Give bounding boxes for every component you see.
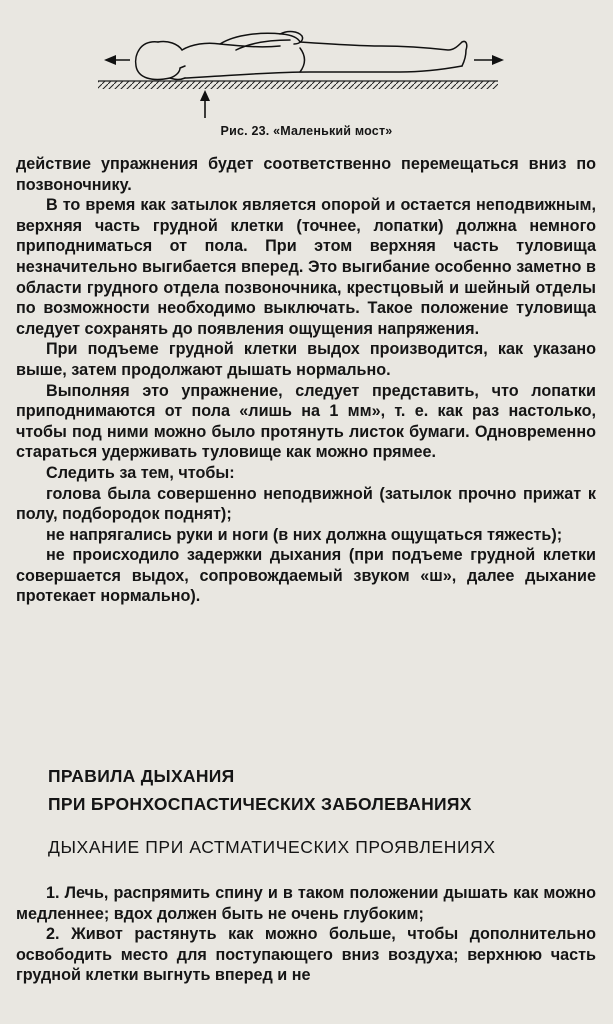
paragraph: действие упражнения будет соответственно перемещаться вниз по позвоночнику. [16, 155, 596, 194]
person-figure [136, 32, 467, 80]
paragraph: не напрягались руки и ноги (в них должна ощущаться тяжесть); [46, 525, 563, 544]
figure-caption: Рис. 23. «Маленький мост» [220, 124, 393, 138]
up-arrow-icon [200, 90, 210, 118]
body-text [16, 154, 596, 607]
list-item: 2. Живот растянуть как можно больше, чтобы дополнительно освободить место для поступающего вниз воздуха; верхнюю часть грудной клетки выгнуть вперед и не [16, 925, 596, 985]
floor-hatch [98, 81, 498, 89]
paragraph: голова была совершенно неподвижной (затылок прочно прижат к полу, подбородок поднят); [16, 484, 596, 524]
numbered-list [16, 883, 596, 986]
subheading: ДЫХАНИЕ ПРИ АСТМАТИЧЕСКИХ ПРОЯВЛЕНИЯХ [48, 837, 496, 857]
section-heading-line: ПРИ БРОНХОСПАСТИЧЕСКИХ ЗАБОЛЕВАНИЯХ [48, 794, 472, 814]
paragraph: Следить за тем, чтобы: [46, 463, 235, 482]
left-arrow-icon [104, 55, 130, 65]
paragraph: При подъеме грудной клетки выдох производится, как указано выше, затем продолжают дышать нормально. [16, 340, 596, 379]
list-item: 1. Лечь, распрямить спину и в таком положении дышать как можно медленнее; вдох должен быть не очень глубоким; [16, 884, 596, 923]
section-heading [48, 762, 588, 818]
paragraph: не происходило задержки дыхания (при подъеме грудной клетки совершается выдох, сопровождаемый звуком «ш», далее дыхание протекает нормально). [16, 546, 596, 606]
paragraph: В то время как затылок является опорой и остается неподвижным, верхняя часть грудной клетки (точнее, лопатки) должна немного приподниматься от пола. При этом верхняя часть туловища незначительно выгибается вперед. Это выгибание особенно заметно в области грудного отдела позвоночника, крестцовый и шейный отделы по возможности необходимо выключать. Такое положение туловища следует сохранять до появления ощущения напряжения. [16, 196, 596, 338]
section-heading-line: ПРАВИЛА ДЫХАНИЯ [48, 766, 235, 786]
paragraph: Выполняя это упражнение, следует представить, что лопатки приподнимаются от пола «лишь на 1 мм», т. е. как раз настолько, чтобы под ними можно было протянуть листок бумаги. Одновременно стараться удерживать туловище как можно прямее. [16, 381, 596, 462]
figure-little-bridge [0, 0, 613, 150]
right-arrow-icon [474, 55, 504, 65]
